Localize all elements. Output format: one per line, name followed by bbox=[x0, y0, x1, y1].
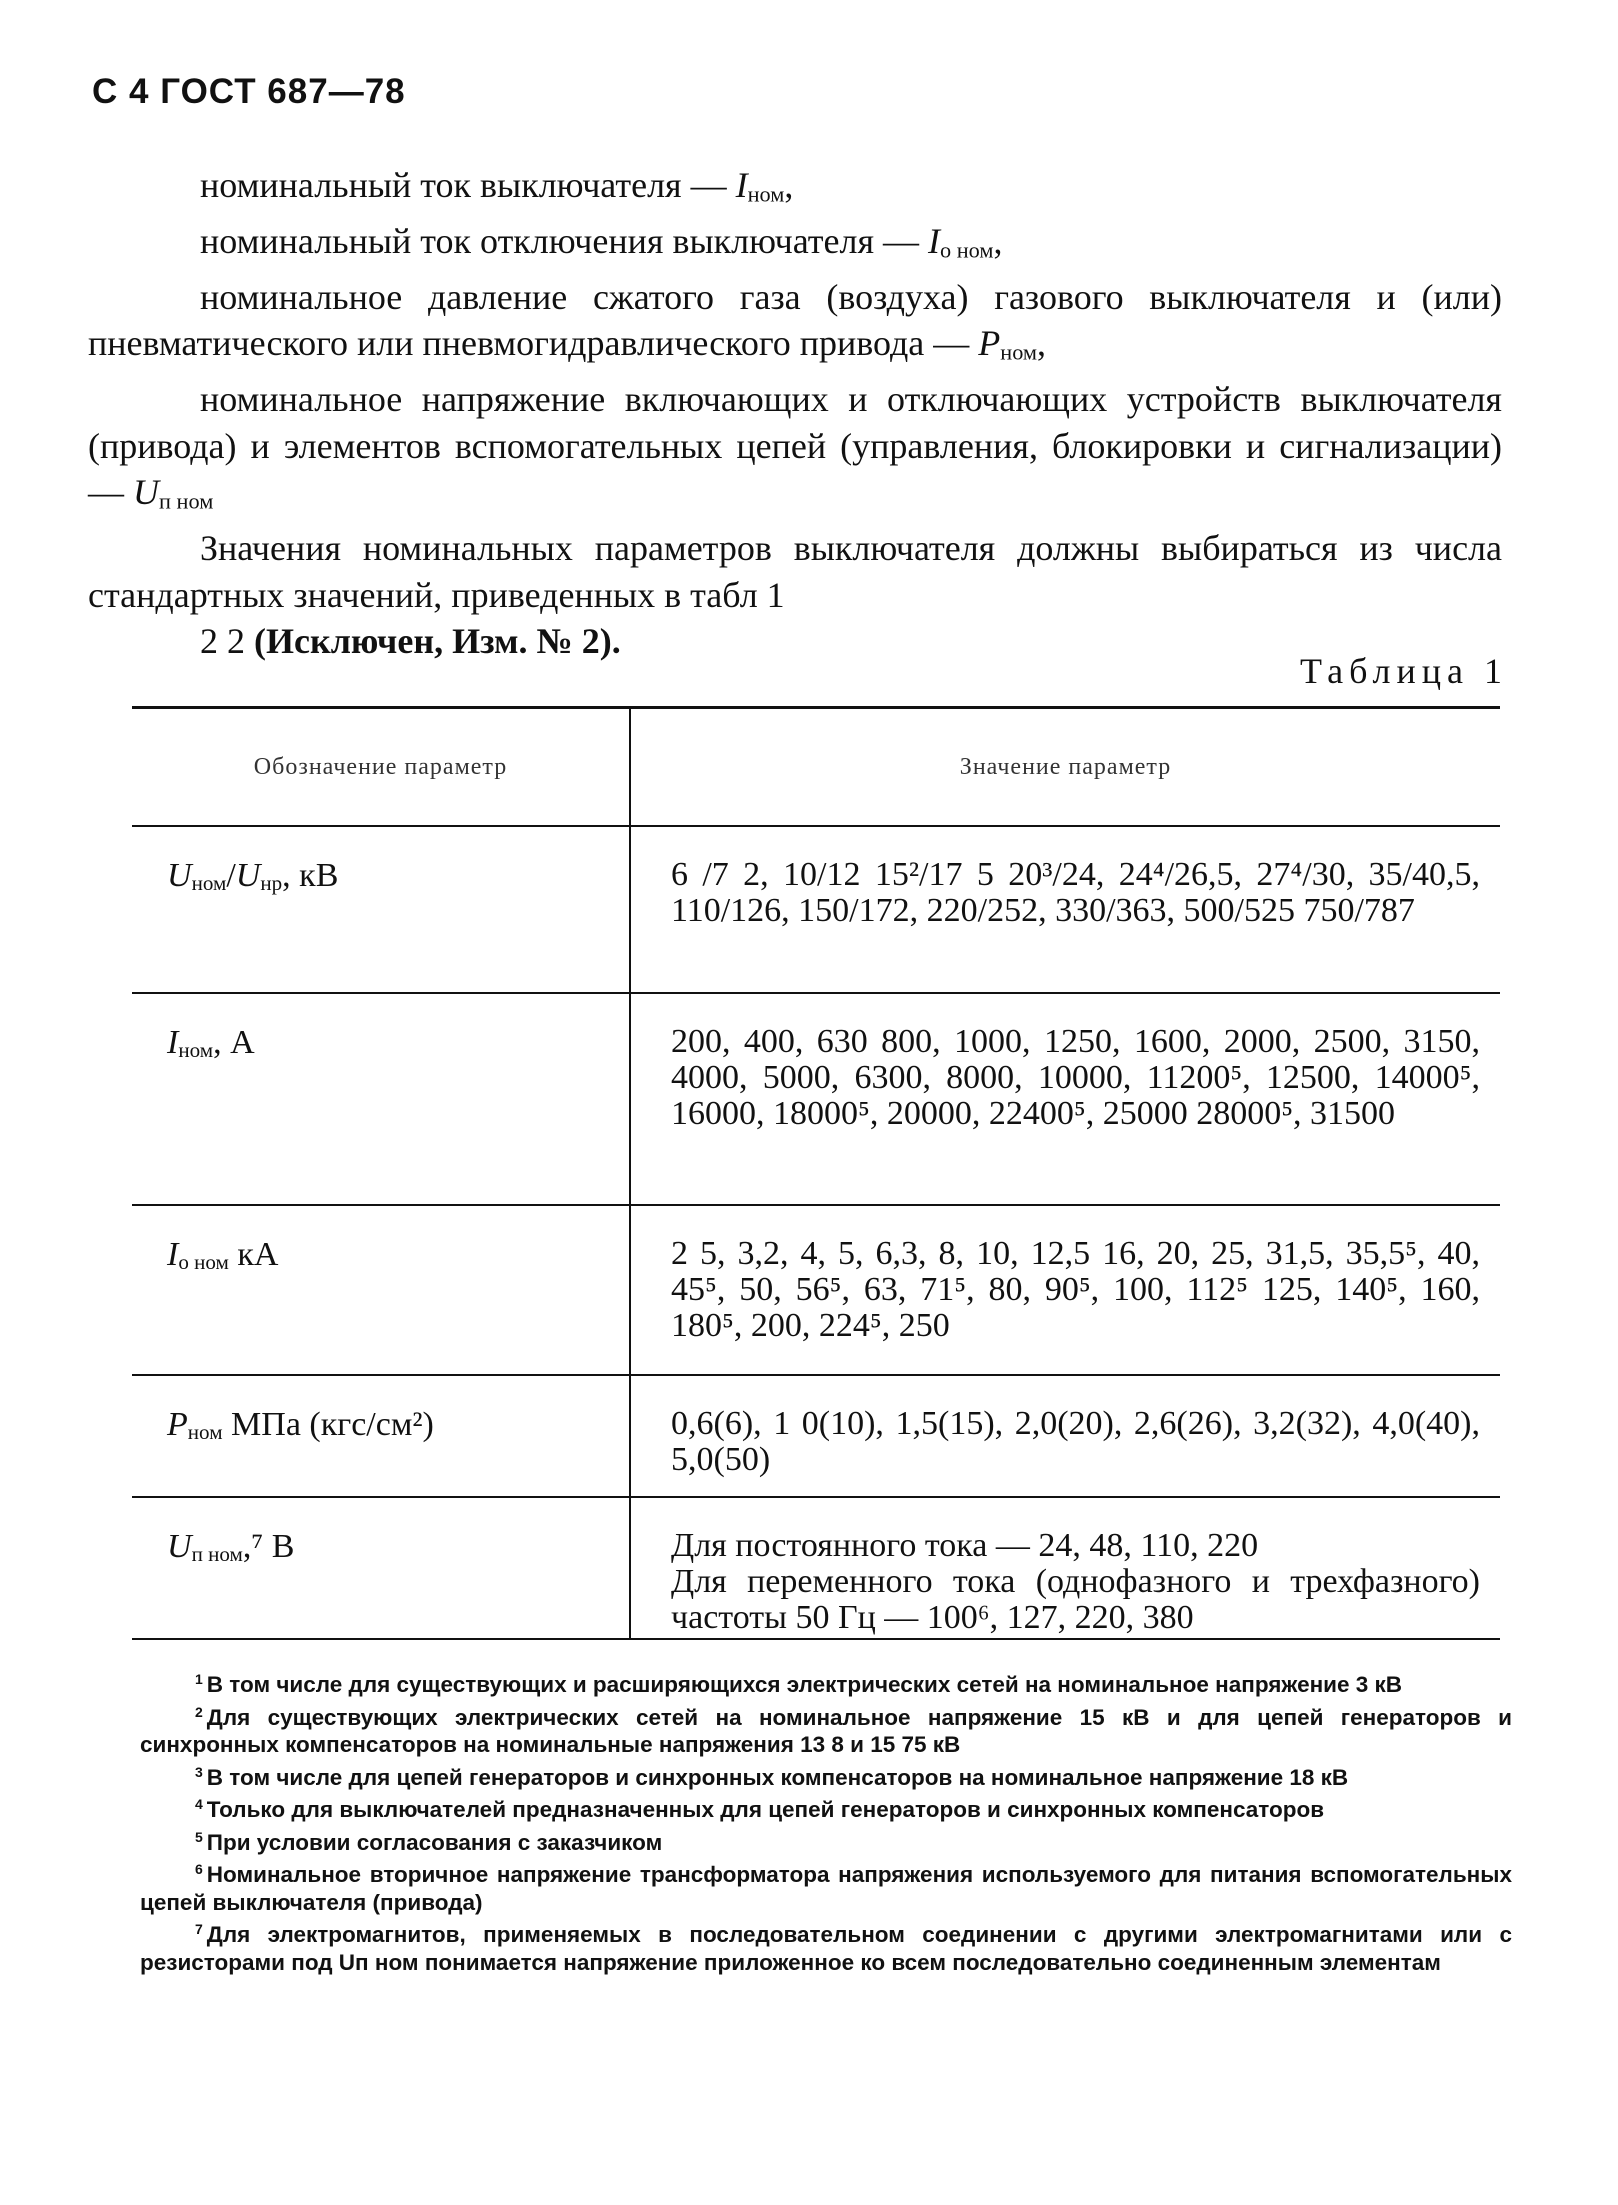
paragraph-rated-current: номинальный ток выключателя — $I_{ном}$, bbox=[200, 165, 794, 207]
footnote-3: $^3$ В том числе для цепей генераторов и синхронных компенсаторов на номинальное напряжение 18 кВ bbox=[195, 1763, 1349, 1790]
footnote-6: $^6$ Номинальное вторичное напряжение трансформатора напряжения используемого для питания вспомогательных цепей выключателя (привода) bbox=[140, 1861, 1512, 1915]
table-cell-values: 6 /7 2, 10/12 15²/17 5 20³/24, 24⁴/26,5, 27⁴/30, 35/40,5, 110/126, 150/172, 220/252, 330/363, 500/525 750/787 bbox=[629, 827, 1500, 992]
footnote-1: $^1$ В том числе для существующих и расширяющихся электрических сетей на номинальное напряжение 3 кВ bbox=[195, 1671, 1403, 1697]
paragraph-values-selection: Значения номинальных параметров выключателя должны выбираться из числа стандартных значений, приведенных в табл 1 bbox=[88, 528, 1502, 615]
parameters-table bbox=[132, 706, 1500, 1640]
table-row bbox=[132, 1376, 1500, 1498]
paragraph-excluded: 2 2 (Исключен, Изм. № 2). bbox=[200, 621, 621, 662]
table-cell-values: 2 5, 3,2, 4, 5, 6,3, 8, 10, 12,5 16, 20, 25, 31,5, 35,5⁵, 40, 45⁵, 50, 56⁵, 63, 71⁵, 80, 90⁵, 100, 112⁵ 125, 140⁵, 160, 180⁵, 200, 224⁵, 250 bbox=[629, 1206, 1500, 1374]
footnote-5: $^5$ При условии согласования с заказчиком bbox=[195, 1828, 663, 1855]
footnotes bbox=[140, 1666, 1512, 1976]
table-row bbox=[132, 827, 1500, 994]
table-row bbox=[132, 1206, 1500, 1376]
table-header-row bbox=[132, 709, 1500, 827]
table-header-parameter: Обозначение параметр bbox=[253, 753, 508, 780]
table-cell-parameter: $I_{о ном}$ кА bbox=[167, 1236, 279, 1275]
footnote-2: $^2$ Для существующих электрических сетей на номинальное напряжение 15 кВ и для цепей генераторов и синхронных компенсаторов на номинальные напряжения 13 8 и 15 75 кВ bbox=[140, 1703, 1512, 1757]
table-cell-parameter: $I_{ном}$, А bbox=[167, 1024, 255, 1063]
table-cell-values: 0,6(6), 1 0(10), 1,5(15), 2,0(20), 2,6(26), 3,2(32), 4,0(40), 5,0(50) bbox=[629, 1376, 1500, 1496]
paragraph-breaking-current: номинальный ток отключения выключателя — $I_{о ном}$, bbox=[200, 220, 1003, 263]
table-cell-parameter: $P_{ном}$ МПа (кгс/см²) bbox=[167, 1406, 434, 1445]
table-cell-parameter: $U_{п ном},^7$ В bbox=[167, 1528, 295, 1567]
table-row bbox=[132, 994, 1500, 1206]
paragraph-rated-voltage: номинальное напряжение включающих и отключающих устройств выключателя (привода) и элементов вспомогательных цепей (управления, блокировки и сигнализации) — $U_{п ном}$ bbox=[88, 379, 1502, 514]
table-caption: Таблица 1 bbox=[1300, 651, 1508, 691]
values-ac: Для переменного тока (однофазного и трехфазного) частоты 50 Гц — 100⁶, 127, 220, 380 bbox=[671, 1563, 1480, 1636]
values-dc: Для постоянного тока — 24, 48, 110, 220 bbox=[671, 1527, 1259, 1564]
body-text bbox=[88, 162, 1502, 665]
footnote-7: $^7$ Для электромагнитов, применяемых в последовательном соединении с другими электромагнитами или с резисторами под Uп ном понимается напряжение приложенное ко всем последовательно соединенным элементам bbox=[140, 1921, 1512, 1975]
table-cell-parameter: $U_{ном}/U_{нр}$, кВ bbox=[167, 857, 339, 896]
page-header: С 4 ГОСТ 687—78 bbox=[92, 72, 406, 111]
table-row bbox=[132, 1498, 1500, 1638]
table-header-value: Значение параметр bbox=[629, 709, 1500, 825]
table-cell-values bbox=[629, 1498, 1500, 1638]
table-cell-values: 200, 400, 630 800, 1000, 1250, 1600, 2000, 2500, 3150, 4000, 5000, 6300, 8000, 10000, 11200⁵, 12500, 14000⁵, 16000, 18000⁵, 20000, 22400⁵, 25000 28000⁵, 31500 bbox=[629, 994, 1500, 1204]
footnote-4: $^4$ Только для выключателей предназначенных для цепей генераторов и синхронных компенсаторов bbox=[195, 1796, 1325, 1822]
paragraph-rated-pressure: номинальное давление сжатого газа (воздуха) газового выключателя и (или) пневматического или пневмогидравлического привода — $P_{ном}$, bbox=[88, 276, 1502, 365]
